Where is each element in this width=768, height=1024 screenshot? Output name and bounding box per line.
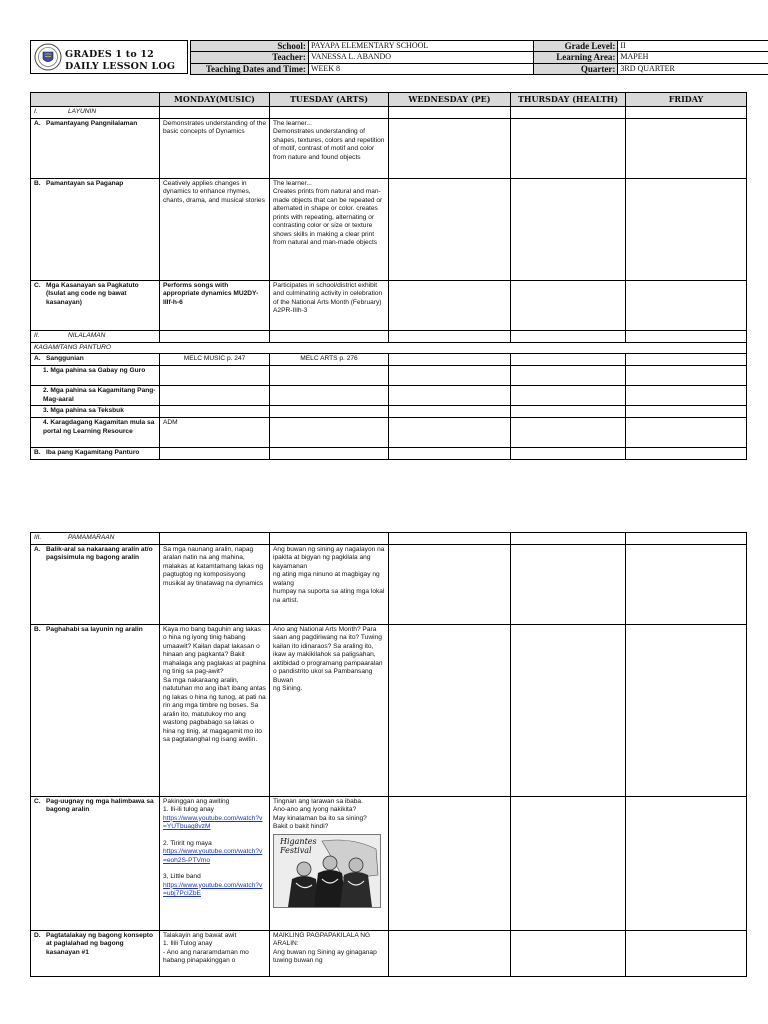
empty-cell: [160, 406, 270, 418]
empty-cell: [511, 533, 626, 545]
empty-cell: [626, 930, 747, 976]
row-label: Pag-uugnay ng mga halimbawa sa bagong aralin: [46, 797, 154, 813]
empty-cell: [160, 448, 270, 460]
row-pamantayang-pangnilalaman: [31, 118, 747, 178]
teaching-dates-label: Teaching Dates and Time:: [191, 63, 309, 74]
tuesday-content-cell: Participates in school/district exhibit and culminating activity in celebration of the National Arts Month (February) A2PR-IIIh-3: [270, 280, 389, 330]
header-row-dates: [191, 63, 768, 74]
empty-cell: [511, 118, 626, 178]
school-value: PAYAPA ELEMENTARY SCHOOL: [308, 41, 534, 52]
empty-cell: [626, 106, 747, 118]
youtube-link-3[interactable]: https://www.youtube.com/watch?v=ubj7PcIZbE: [163, 881, 263, 897]
row-label: Pamantayang Pangnilalaman: [46, 119, 138, 127]
empty-cell: [270, 406, 389, 418]
row-label-cell: [31, 624, 160, 796]
empty-cell: [160, 533, 270, 545]
row-label: Paghahabi sa layunin ng aralin: [46, 625, 143, 633]
empty-cell: [626, 366, 747, 386]
monday-content-cell: Talakayin ang bawat awit 1. Ilili Tulog anay - Ano ang nararamdaman mo habang pinapakinggan o: [160, 930, 270, 976]
days-header-row: [31, 93, 747, 107]
empty-cell: [511, 418, 626, 448]
monday-content-cell: MELC MUSIC p. 247: [160, 354, 270, 366]
empty-cell: [626, 544, 747, 624]
learning-area-label: Learning Area:: [534, 52, 618, 63]
day-header-tuesday: TUESDAY (ARTS): [270, 93, 389, 107]
tuesday-content-cell: Ang buwan ng sining ay nagalayon na ipakita at bigyan ng pagkilala ang kayamanan ng ating mga ninuno at magbigay ng walang humpay na suporta sa ating mga lokal na artist.: [270, 544, 389, 624]
monday-content-cell: ADM: [160, 418, 270, 448]
picture-prompt: Tingnan ang larawan sa ibaba. Ano-ano ang iyong nakikita? May kinalaman ba ito sa sining? Bakit o bakit hindi?: [273, 797, 367, 830]
row-label: Sanggunian: [46, 355, 84, 362]
empty-cell: [389, 796, 511, 930]
empty-cell: [626, 406, 747, 418]
empty-cell: [389, 544, 511, 624]
tuesday-content-cell: Ano ang National Arts Month? Para saan ang pagdiriwang na ito? Tuwing kailan ito idinaraos? Sa araling ito, ikaw ay makikilahok sa paligsahan, aktibidad o programang pampaaralan o pandistrito ukol sa Pambansang Buwan ng Sining.: [270, 624, 389, 796]
empty-cell: [626, 796, 747, 930]
row-paghahabi: [31, 624, 747, 796]
section-number: III.: [34, 534, 42, 541]
empty-cell: [160, 386, 270, 406]
monday-content-cell: Performs songs with appropriate dynamics MU2DY-IIIf-h-6: [160, 280, 270, 330]
empty-cell: [389, 366, 511, 386]
empty-cell: [389, 624, 511, 796]
row-pagtatalakay: [31, 930, 747, 976]
higantes-festival-image: [273, 834, 381, 908]
learning-area-value: MAPEH: [618, 52, 768, 63]
row-label-cell: [31, 448, 160, 460]
empty-cell: [389, 280, 511, 330]
teacher-label: Teacher:: [191, 52, 309, 63]
lesson-table-objectives: [30, 92, 747, 460]
row-letter: D.: [34, 931, 41, 939]
section-nilalaman-title: [31, 330, 160, 342]
header-title-box: [30, 40, 188, 74]
section-number: II.: [34, 331, 40, 339]
song-list-intro: Pakinggan ang awiting 1. Ili-ili tulog anay: [163, 797, 230, 813]
empty-cell: [389, 406, 511, 418]
row-label: Pagtatalakay ng bagong konsepto at paglalahad ng bagong kasanayan #1: [46, 931, 153, 956]
section-title-text: LAYUNIN: [68, 107, 97, 115]
song-item-2: 2. Tiririt ng maya: [163, 839, 212, 847]
row-pamantayan-sa-paganap: [31, 178, 747, 280]
school-label: School:: [191, 41, 309, 52]
empty-cell: [626, 354, 747, 366]
empty-cell: [389, 930, 511, 976]
kagamitang-panturo-title: KAGAMITANG PANTURO: [31, 342, 747, 354]
empty-cell: [511, 406, 626, 418]
quarter-label: Quarter:: [534, 63, 618, 74]
row-label-cell: [31, 354, 160, 366]
tuesday-content-cell: The learner... Creates prints from natural and man-made objects that can be repeated or alternated in shape or color. creates prints with repeating, alternating or contrasting color or size or texture shows skills in making a clear print from natural and man-made objects: [270, 178, 389, 280]
row-letter: C.: [34, 797, 41, 805]
header-row-school: [191, 41, 768, 52]
empty-cell: [626, 280, 747, 330]
empty-cell: [626, 118, 747, 178]
row-label: 1. Mga pahina sa Gabay ng Guro: [31, 366, 160, 386]
empty-cell: [389, 106, 511, 118]
row-label-cell: [31, 178, 160, 280]
header-row-teacher: [191, 52, 768, 63]
empty-cell: [389, 386, 511, 406]
day-header-thursday: THURSDAY (HEALTH): [511, 93, 626, 107]
grade-level-value: II: [618, 41, 768, 52]
row-kagamitang-pang-mag-aaral: [31, 386, 747, 406]
youtube-link-2[interactable]: https://www.youtube.com/watch?v=eoh2S-PTVmo: [163, 848, 263, 864]
empty-cell: [511, 178, 626, 280]
monday-content-cell: Ceatively applies changes in dynamics to enhance rhymes, chants, drama, and musical stories: [160, 178, 270, 280]
row-label-cell: [31, 118, 160, 178]
section-layunin-row: [31, 106, 747, 118]
row-gabay-ng-guro: [31, 366, 747, 386]
empty-cell: [511, 930, 626, 976]
empty-cell: [511, 366, 626, 386]
empty-cell: [270, 106, 389, 118]
empty-cell: [511, 386, 626, 406]
monday-content-cell: Sa mga naunang aralin, napag aralan natin na ang mahina, malakas at katamtamang lakas ng pagtugtog ng komposisyong musikal ay tinatawag na dynamics: [160, 544, 270, 624]
empty-cell: [511, 330, 626, 342]
row-label-cell: [31, 544, 160, 624]
blank-header-cell: [31, 93, 160, 107]
song-item-3: 3, Little band: [163, 873, 201, 880]
row-karagdagang-kagamitan: [31, 418, 747, 448]
row-balik-aral: [31, 544, 747, 624]
empty-cell: [389, 448, 511, 460]
youtube-link-1[interactable]: https://www.youtube.com/watch?v=YUTbuag8vzM: [163, 814, 263, 830]
empty-cell: [389, 533, 511, 545]
quarter-value: 3RD QUARTER: [618, 63, 768, 74]
empty-cell: [389, 330, 511, 342]
empty-cell: [511, 544, 626, 624]
monday-content-cell: Kaya mo bang baguhin ang lakas o hina ng iyong tinig habang umaawit? Kailan dapat lakasan o hinaan ang pagkanta? Bakit mahalaga ang paglakas at paghina ng tinig sa pag-awit? Sa mga nakaraang aralin, natutuhan mo ang iba't ibang antas ng lakas o hina ng tunog, at pati na rin ang mga timbre ng boses. Sa aralin ito, matutukoy mo ang wastong pagbabago sa lakas o hina ng tinig, at magagamit mo ito sa pagtatanghal ng isang awitin.: [160, 624, 270, 796]
teacher-value: VANESSA L. ABANDO: [308, 52, 534, 63]
day-header-friday: FRIDAY: [626, 93, 747, 107]
empty-cell: [626, 386, 747, 406]
day-header-wednesday: WEDNESDAY (PE): [389, 93, 511, 107]
row-label: Iba pang Kagamitang Panturo: [46, 449, 140, 456]
empty-cell: [270, 448, 389, 460]
row-letter: B.: [34, 625, 41, 633]
empty-cell: [511, 796, 626, 930]
row-letter: B.: [34, 449, 41, 456]
row-label: 3. Mga pahina sa Teksbuk: [31, 406, 160, 418]
row-label-cell: [31, 280, 160, 330]
image-caption: Higantes Festival: [280, 836, 317, 855]
grade-level-label: Grade Level:: [534, 41, 618, 52]
empty-cell: [160, 366, 270, 386]
header-info-table: [190, 40, 768, 75]
empty-cell: [160, 330, 270, 342]
row-sanggunian: [31, 354, 747, 366]
section-pamamaraan-row: [31, 533, 747, 545]
row-letter: A.: [34, 119, 41, 127]
empty-cell: [270, 418, 389, 448]
section-pamamaraan-title: [31, 533, 160, 545]
empty-cell: [270, 533, 389, 545]
row-letter: A.: [34, 545, 41, 553]
empty-cell: [389, 178, 511, 280]
tuesday-content-cell: MELC ARTS p. 276: [270, 354, 389, 366]
row-letter: B.: [34, 179, 41, 187]
empty-cell: [511, 280, 626, 330]
lesson-log-header: [30, 40, 768, 74]
teaching-dates-value: WEEK 8: [308, 63, 534, 74]
section-layunin-title: [31, 106, 160, 118]
empty-cell: [389, 118, 511, 178]
empty-cell: [389, 354, 511, 366]
empty-cell: [270, 330, 389, 342]
empty-cell: [511, 106, 626, 118]
lesson-table-procedure: [30, 532, 747, 977]
row-letter: C.: [34, 281, 41, 289]
row-letter: A.: [34, 355, 41, 362]
empty-cell: [511, 624, 626, 796]
header-title: [65, 49, 175, 73]
empty-cell: [511, 448, 626, 460]
row-label: 4. Karagdagang Kagamitan mula sa portal ng Learning Resource: [31, 418, 160, 448]
empty-cell: [626, 418, 747, 448]
deped-seal-logo: [34, 43, 62, 71]
row-mga-kasanayan: [31, 280, 747, 330]
row-iba-pang-kagamitan: [31, 448, 747, 460]
row-label-cell: [31, 796, 160, 930]
row-pag-uugnay: [31, 796, 747, 930]
header-title-line2: DAILY LESSON LOG: [65, 61, 176, 72]
section-title-text: PAMAMARAAN: [68, 534, 115, 541]
tuesday-content-cell: The learner... Demonstrates understanding of shapes, textures, colors and repetition of motif, contrast of motif and color from nature and found objects: [270, 118, 389, 178]
empty-cell: [511, 354, 626, 366]
tuesday-content-cell: MAIKLING PAGPAPAKILALA NG ARALIN: Ang buwan ng Sining ay ginaganap tuwing buwan ng: [270, 930, 389, 976]
section-number: I.: [34, 107, 38, 115]
empty-cell: [270, 366, 389, 386]
empty-cell: [626, 178, 747, 280]
section-title-text: NILALAMAN: [68, 331, 106, 339]
monday-content-cell: Demonstrates understanding of the basic concepts of Dynamics: [160, 118, 270, 178]
festival-figures-illustration: [274, 835, 382, 909]
empty-cell: [626, 330, 747, 342]
row-label: Mga Kasanayan sa Pagkatuto (Isulat ang code ng bawat kasanayan): [46, 281, 139, 306]
row-teksbuk: [31, 406, 747, 418]
tuesday-content-cell: [270, 796, 389, 930]
row-label: Balik-aral sa nakaraang aralin at/o pagsisimula ng bagong aralin: [46, 545, 153, 561]
kagamitang-panturo-row: [31, 342, 747, 354]
row-label: 2. Mga pahina sa Kagamitang Pang-Mag-aaral: [31, 386, 160, 406]
row-label-cell: [31, 930, 160, 976]
row-label: Pamantayan sa Paganap: [46, 179, 124, 187]
empty-cell: [270, 386, 389, 406]
empty-cell: [160, 106, 270, 118]
section-nilalaman-row: [31, 330, 747, 342]
empty-cell: [626, 448, 747, 460]
monday-content-cell: [160, 796, 270, 930]
empty-cell: [626, 624, 747, 796]
empty-cell: [626, 533, 747, 545]
day-header-monday: MONDAY(MUSIC): [160, 93, 270, 107]
empty-cell: [389, 418, 511, 448]
header-title-line1: GRADES 1 to 12: [65, 49, 154, 60]
